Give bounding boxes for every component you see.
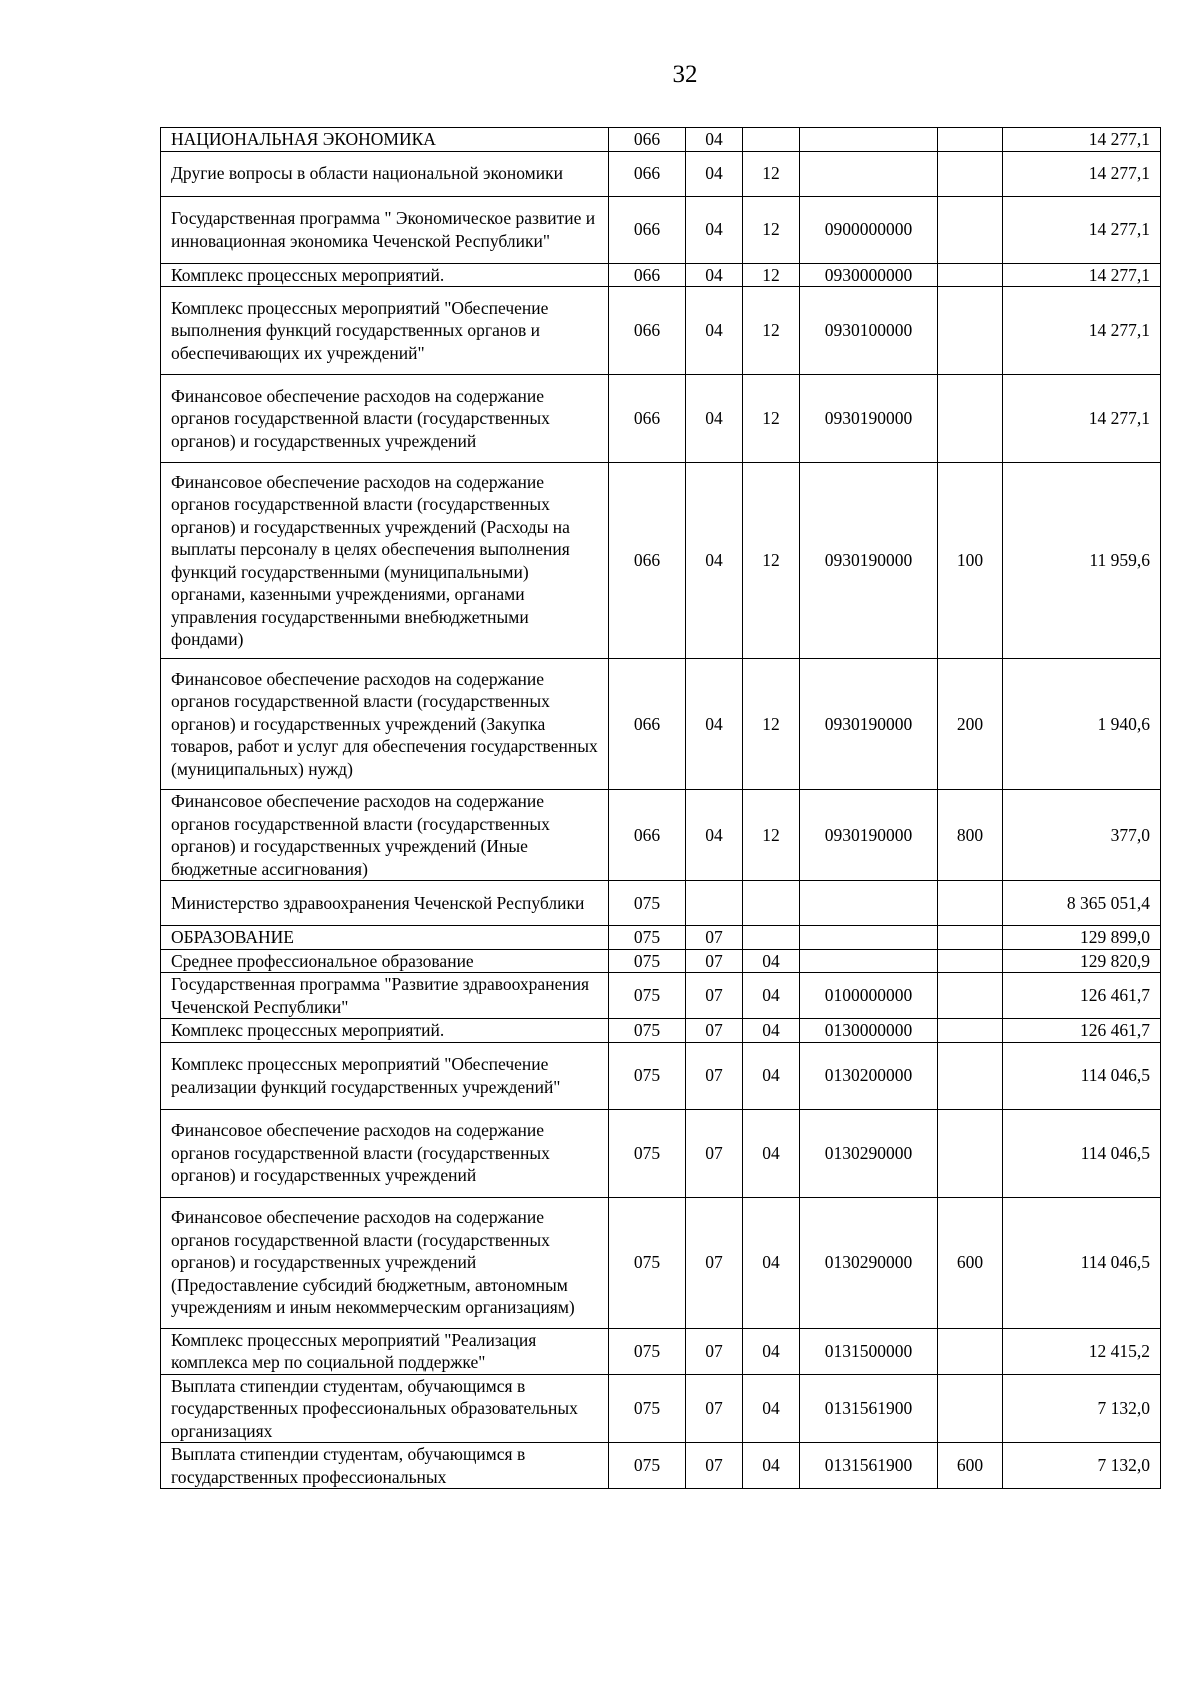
- cell-section-code: 04: [686, 659, 743, 790]
- table-row: [161, 263, 1161, 287]
- table-row: [161, 196, 1161, 263]
- table-row: [161, 375, 1161, 463]
- cell-target-article: 0131561900: [800, 1374, 938, 1443]
- cell-ministry-code: 075: [609, 926, 686, 950]
- cell-expense-type: [938, 949, 1003, 973]
- cell-subsection-code: 12: [743, 659, 800, 790]
- cell-amount: 129 820,9: [1003, 949, 1161, 973]
- cell-amount: 7 132,0: [1003, 1374, 1161, 1443]
- cell-expense-type: [938, 1328, 1003, 1374]
- cell-expense-type: [938, 881, 1003, 926]
- cell-expense-name: Комплекс процессных мероприятий.: [161, 263, 609, 287]
- cell-expense-name: ОБРАЗОВАНИЕ: [161, 926, 609, 950]
- cell-expense-type: 600: [938, 1197, 1003, 1328]
- table-row: [161, 1443, 1161, 1489]
- cell-section-code: 07: [686, 926, 743, 950]
- cell-section-code: [686, 881, 743, 926]
- cell-section-code: 07: [686, 949, 743, 973]
- cell-expense-name: Финансовое обеспечение расходов на содержание органов государственной власти (государственных органов) и государственных учреждений (Предоставление субсидий бюджетным, автономным учреждениям и иным некоммерческим организациям): [161, 1197, 609, 1328]
- cell-ministry-code: 066: [609, 790, 686, 881]
- page-number: 32: [672, 61, 698, 88]
- cell-expense-type: [938, 128, 1003, 152]
- cell-section-code: 07: [686, 1042, 743, 1109]
- cell-amount: 126 461,7: [1003, 973, 1161, 1019]
- cell-amount: 14 277,1: [1003, 287, 1161, 375]
- cell-target-article: 0130000000: [800, 1019, 938, 1043]
- cell-subsection-code: 12: [743, 375, 800, 463]
- cell-target-article: 0930000000: [800, 263, 938, 287]
- cell-expense-name: НАЦИОНАЛЬНАЯ ЭКОНОМИКА: [161, 128, 609, 152]
- cell-section-code: 07: [686, 1109, 743, 1197]
- cell-amount: 114 046,5: [1003, 1197, 1161, 1328]
- cell-ministry-code: 066: [609, 196, 686, 263]
- cell-expense-name: Министерство здравоохранения Чеченской Республики: [161, 881, 609, 926]
- cell-ministry-code: 075: [609, 1042, 686, 1109]
- cell-section-code: 04: [686, 287, 743, 375]
- cell-expense-name: Комплекс процессных мероприятий "Обеспечение выполнения функций государственных органов и обеспечивающих их учреждений": [161, 287, 609, 375]
- cell-target-article: [800, 881, 938, 926]
- cell-expense-type: 800: [938, 790, 1003, 881]
- cell-subsection-code: [743, 128, 800, 152]
- cell-subsection-code: 04: [743, 973, 800, 1019]
- cell-section-code: 04: [686, 463, 743, 659]
- cell-ministry-code: 075: [609, 1328, 686, 1374]
- cell-amount: 14 277,1: [1003, 151, 1161, 196]
- table-row: [161, 1374, 1161, 1443]
- cell-section-code: 07: [686, 1443, 743, 1489]
- cell-section-code: 07: [686, 1197, 743, 1328]
- cell-expense-type: [938, 151, 1003, 196]
- cell-ministry-code: 075: [609, 973, 686, 1019]
- cell-section-code: 04: [686, 128, 743, 152]
- cell-amount: 14 277,1: [1003, 375, 1161, 463]
- table-row: [161, 1109, 1161, 1197]
- table-row: [161, 287, 1161, 375]
- cell-ministry-code: 075: [609, 1374, 686, 1443]
- cell-target-article: 0930190000: [800, 463, 938, 659]
- cell-subsection-code: [743, 881, 800, 926]
- table-row: [161, 659, 1161, 790]
- cell-ministry-code: 066: [609, 659, 686, 790]
- cell-amount: 14 277,1: [1003, 128, 1161, 152]
- cell-amount: 8 365 051,4: [1003, 881, 1161, 926]
- cell-ministry-code: 075: [609, 1443, 686, 1489]
- cell-target-article: 0930190000: [800, 375, 938, 463]
- cell-amount: 7 132,0: [1003, 1443, 1161, 1489]
- cell-ministry-code: 075: [609, 1109, 686, 1197]
- cell-expense-type: 100: [938, 463, 1003, 659]
- cell-section-code: 04: [686, 790, 743, 881]
- cell-ministry-code: 066: [609, 287, 686, 375]
- cell-ministry-code: 075: [609, 881, 686, 926]
- cell-amount: 14 277,1: [1003, 263, 1161, 287]
- cell-target-article: 0130290000: [800, 1109, 938, 1197]
- cell-target-article: [800, 151, 938, 196]
- cell-subsection-code: 04: [743, 1328, 800, 1374]
- cell-ministry-code: 066: [609, 375, 686, 463]
- cell-amount: 1 940,6: [1003, 659, 1161, 790]
- cell-ministry-code: 066: [609, 463, 686, 659]
- table-row: [161, 926, 1161, 950]
- table-row: [161, 1328, 1161, 1374]
- cell-target-article: 0930190000: [800, 659, 938, 790]
- cell-expense-name: Финансовое обеспечение расходов на содержание органов государственной власти (государственных органов) и государственных учреждений (Расходы на выплаты персоналу в целях обеспечения выполнения функций государственными (муниципальными) органами, казенными учреждениями, органами управления государственными внебюджетными фондами): [161, 463, 609, 659]
- cell-subsection-code: 04: [743, 1109, 800, 1197]
- cell-amount: 114 046,5: [1003, 1109, 1161, 1197]
- cell-section-code: 04: [686, 263, 743, 287]
- cell-amount: 14 277,1: [1003, 196, 1161, 263]
- cell-amount: 11 959,6: [1003, 463, 1161, 659]
- cell-expense-type: [938, 1019, 1003, 1043]
- cell-expense-name: Финансовое обеспечение расходов на содержание органов государственной власти (государственных органов) и государственных учреждений (Закупка товаров, работ и услуг для обеспечения государственных (муниципальных) нужд): [161, 659, 609, 790]
- cell-target-article: 0930100000: [800, 287, 938, 375]
- cell-section-code: 04: [686, 151, 743, 196]
- cell-expense-name: Среднее профессиональное образование: [161, 949, 609, 973]
- table-row: [161, 881, 1161, 926]
- cell-expense-type: [938, 973, 1003, 1019]
- cell-expense-name: Государственная программа "Развитие здравоохранения Чеченской Республики": [161, 973, 609, 1019]
- cell-subsection-code: 12: [743, 463, 800, 659]
- cell-subsection-code: [743, 926, 800, 950]
- cell-expense-type: [938, 287, 1003, 375]
- cell-section-code: 07: [686, 1328, 743, 1374]
- cell-section-code: 04: [686, 375, 743, 463]
- cell-ministry-code: 075: [609, 949, 686, 973]
- cell-subsection-code: 04: [743, 1042, 800, 1109]
- cell-section-code: 04: [686, 196, 743, 263]
- cell-ministry-code: 066: [609, 151, 686, 196]
- budget-table: [160, 127, 1161, 1489]
- table-row: [161, 1042, 1161, 1109]
- cell-section-code: 07: [686, 1374, 743, 1443]
- cell-subsection-code: 04: [743, 1019, 800, 1043]
- cell-expense-type: [938, 1109, 1003, 1197]
- cell-expense-type: [938, 263, 1003, 287]
- table-row: [161, 949, 1161, 973]
- cell-subsection-code: 04: [743, 949, 800, 973]
- cell-amount: 114 046,5: [1003, 1042, 1161, 1109]
- cell-amount: 12 415,2: [1003, 1328, 1161, 1374]
- cell-expense-name: Комплекс процессных мероприятий.: [161, 1019, 609, 1043]
- cell-amount: 126 461,7: [1003, 1019, 1161, 1043]
- cell-ministry-code: 066: [609, 263, 686, 287]
- cell-subsection-code: 04: [743, 1443, 800, 1489]
- cell-target-article: 0131500000: [800, 1328, 938, 1374]
- cell-target-article: 0930190000: [800, 790, 938, 881]
- cell-target-article: 0131561900: [800, 1443, 938, 1489]
- cell-expense-type: [938, 196, 1003, 263]
- cell-subsection-code: 12: [743, 263, 800, 287]
- cell-expense-type: [938, 375, 1003, 463]
- cell-amount: 377,0: [1003, 790, 1161, 881]
- cell-target-article: [800, 926, 938, 950]
- cell-expense-type: 600: [938, 1443, 1003, 1489]
- cell-ministry-code: 075: [609, 1019, 686, 1043]
- cell-subsection-code: 04: [743, 1374, 800, 1443]
- cell-subsection-code: 12: [743, 287, 800, 375]
- cell-expense-name: Финансовое обеспечение расходов на содержание органов государственной власти (государственных органов) и государственных учреждений (Иные бюджетные ассигнования): [161, 790, 609, 881]
- table-row: [161, 151, 1161, 196]
- cell-target-article: 0130290000: [800, 1197, 938, 1328]
- cell-expense-type: [938, 1374, 1003, 1443]
- cell-expense-name: Финансовое обеспечение расходов на содержание органов государственной власти (государственных органов) и государственных учреждений: [161, 1109, 609, 1197]
- cell-subsection-code: 12: [743, 790, 800, 881]
- cell-expense-name: Финансовое обеспечение расходов на содержание органов государственной власти (государственных органов) и государственных учреждений: [161, 375, 609, 463]
- cell-section-code: 07: [686, 1019, 743, 1043]
- table-row: [161, 128, 1161, 152]
- table-row: [161, 463, 1161, 659]
- cell-amount: 129 899,0: [1003, 926, 1161, 950]
- cell-expense-name: Государственная программа " Экономическое развитие и инновационная экономика Чеченской Республики": [161, 196, 609, 263]
- table-row: [161, 790, 1161, 881]
- cell-target-article: [800, 128, 938, 152]
- cell-target-article: [800, 949, 938, 973]
- cell-expense-name: Другие вопросы в области национальной экономики: [161, 151, 609, 196]
- cell-expense-type: 200: [938, 659, 1003, 790]
- cell-expense-name: Комплекс процессных мероприятий "Реализация комплекса мер по социальной поддержке": [161, 1328, 609, 1374]
- cell-expense-type: [938, 926, 1003, 950]
- table-row: [161, 1197, 1161, 1328]
- cell-ministry-code: 075: [609, 1197, 686, 1328]
- cell-expense-name: Выплата стипендии студентам, обучающимся в государственных профессиональных: [161, 1443, 609, 1489]
- cell-subsection-code: 12: [743, 151, 800, 196]
- cell-target-article: 0130200000: [800, 1042, 938, 1109]
- cell-section-code: 07: [686, 973, 743, 1019]
- table-body: [161, 128, 1161, 1489]
- cell-subsection-code: 12: [743, 196, 800, 263]
- cell-target-article: 0900000000: [800, 196, 938, 263]
- table-row: [161, 973, 1161, 1019]
- cell-target-article: 0100000000: [800, 973, 938, 1019]
- cell-expense-name: Выплата стипендии студентам, обучающимся в государственных профессиональных образовательных организациях: [161, 1374, 609, 1443]
- cell-expense-name: Комплекс процессных мероприятий "Обеспечение реализации функций государственных учреждений": [161, 1042, 609, 1109]
- cell-ministry-code: 066: [609, 128, 686, 152]
- cell-expense-type: [938, 1042, 1003, 1109]
- table-row: [161, 1019, 1161, 1043]
- cell-subsection-code: 04: [743, 1197, 800, 1328]
